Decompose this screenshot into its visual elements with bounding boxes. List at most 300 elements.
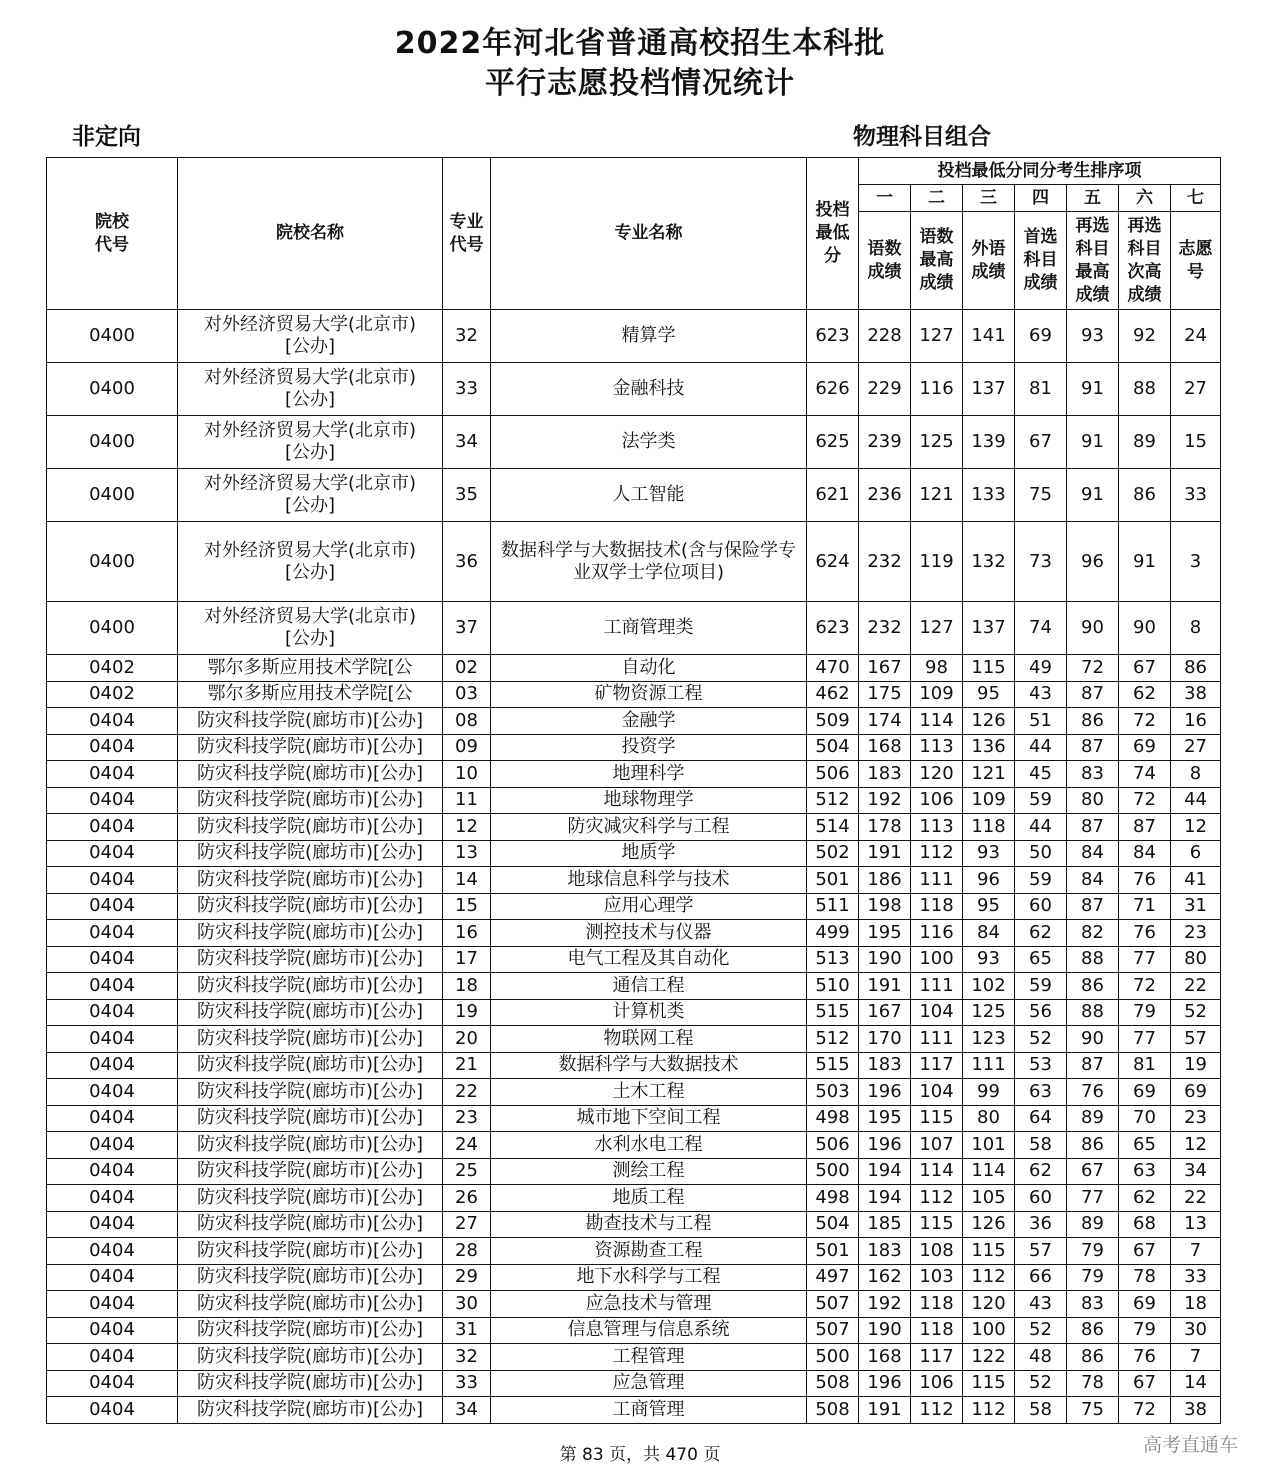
rank1-cell: 170 bbox=[859, 1026, 911, 1053]
min-score-cell: 506 bbox=[807, 761, 859, 788]
table-row bbox=[47, 1158, 1221, 1185]
major-name-cell: 投资学 bbox=[491, 734, 807, 761]
rank6-cell: 62 bbox=[1119, 1185, 1171, 1212]
rank7-cell: 27 bbox=[1171, 363, 1221, 416]
table-row bbox=[47, 1105, 1221, 1132]
rank4-cell: 66 bbox=[1015, 1264, 1067, 1291]
table-row bbox=[47, 867, 1221, 894]
rank6-cell: 69 bbox=[1119, 1291, 1171, 1318]
table-row bbox=[47, 1291, 1221, 1318]
rank5-cell: 86 bbox=[1067, 973, 1119, 1000]
rank7-cell: 69 bbox=[1171, 1079, 1221, 1106]
rank2-cell: 108 bbox=[911, 1238, 963, 1265]
rank7-cell: 38 bbox=[1171, 1397, 1221, 1424]
rank1-cell: 196 bbox=[859, 1132, 911, 1159]
header-rank-item: 再选科目最高成绩 bbox=[1067, 212, 1119, 310]
min-score-cell: 514 bbox=[807, 814, 859, 841]
rank1-cell: 190 bbox=[859, 1317, 911, 1344]
rank7-cell: 34 bbox=[1171, 1158, 1221, 1185]
min-score-cell: 623 bbox=[807, 602, 859, 655]
school-name-cell: 防灾科技学院(廊坊市)[公办] bbox=[178, 1370, 443, 1397]
header-rank-item: 再选科目次高成绩 bbox=[1119, 212, 1171, 310]
school-code-cell: 0404 bbox=[47, 1105, 178, 1132]
school-code-cell: 0404 bbox=[47, 1291, 178, 1318]
rank4-cell: 60 bbox=[1015, 1185, 1067, 1212]
major-code-cell: 22 bbox=[443, 1079, 491, 1106]
rank1-cell: 195 bbox=[859, 920, 911, 947]
header-min-score: 投档最低分 bbox=[807, 158, 859, 310]
rank6-cell: 88 bbox=[1119, 363, 1171, 416]
school-name-cell: 对外经济贸易大学(北京市)[公办] bbox=[178, 522, 443, 602]
rank5-cell: 89 bbox=[1067, 1211, 1119, 1238]
school-name-cell: 对外经济贸易大学(北京市)[公办] bbox=[178, 602, 443, 655]
table-row bbox=[47, 681, 1221, 708]
major-name-cell: 水利水电工程 bbox=[491, 1132, 807, 1159]
school-code-cell: 0404 bbox=[47, 1317, 178, 1344]
rank2-cell: 106 bbox=[911, 787, 963, 814]
rank3-cell: 115 bbox=[963, 1238, 1015, 1265]
rank3-cell: 136 bbox=[963, 734, 1015, 761]
rank4-cell: 45 bbox=[1015, 761, 1067, 788]
rank5-cell: 87 bbox=[1067, 814, 1119, 841]
major-code-cell: 20 bbox=[443, 1026, 491, 1053]
school-code-cell: 0404 bbox=[47, 1052, 178, 1079]
rank2-cell: 119 bbox=[911, 522, 963, 602]
rank1-cell: 167 bbox=[859, 655, 911, 682]
major-name-cell: 工程管理 bbox=[491, 1344, 807, 1371]
rank2-cell: 114 bbox=[911, 1158, 963, 1185]
rank3-cell: 120 bbox=[963, 1291, 1015, 1318]
rank6-cell: 78 bbox=[1119, 1264, 1171, 1291]
rank7-cell: 12 bbox=[1171, 1132, 1221, 1159]
major-code-cell: 25 bbox=[443, 1158, 491, 1185]
school-code-cell: 0404 bbox=[47, 1264, 178, 1291]
rank6-cell: 69 bbox=[1119, 1079, 1171, 1106]
table-row bbox=[47, 893, 1221, 920]
rank2-cell: 118 bbox=[911, 893, 963, 920]
rank1-cell: 185 bbox=[859, 1211, 911, 1238]
rank4-cell: 59 bbox=[1015, 867, 1067, 894]
rank2-cell: 112 bbox=[911, 1397, 963, 1424]
page-footer: 第 83 页，共 470 页 bbox=[559, 1445, 721, 1465]
rank5-cell: 87 bbox=[1067, 1052, 1119, 1079]
rank1-cell: 239 bbox=[859, 416, 911, 469]
rank1-cell: 195 bbox=[859, 1105, 911, 1132]
rank3-cell: 121 bbox=[963, 761, 1015, 788]
header-rank-number: 一 bbox=[859, 185, 911, 212]
rank1-cell: 183 bbox=[859, 1238, 911, 1265]
rank5-cell: 86 bbox=[1067, 1317, 1119, 1344]
rank7-cell: 33 bbox=[1171, 1264, 1221, 1291]
header-rank-number: 二 bbox=[911, 185, 963, 212]
major-name-cell: 人工智能 bbox=[491, 469, 807, 522]
rank6-cell: 81 bbox=[1119, 1052, 1171, 1079]
document-title-line2: 平行志愿投档情况统计 bbox=[485, 66, 795, 101]
table-row bbox=[47, 416, 1221, 469]
major-name-cell: 电气工程及其自动化 bbox=[491, 946, 807, 973]
min-score-cell: 501 bbox=[807, 1238, 859, 1265]
rank3-cell: 109 bbox=[963, 787, 1015, 814]
rank3-cell: 139 bbox=[963, 416, 1015, 469]
major-code-cell: 31 bbox=[443, 1317, 491, 1344]
school-name-cell: 防灾科技学院(廊坊市)[公办] bbox=[178, 1264, 443, 1291]
major-code-cell: 12 bbox=[443, 814, 491, 841]
rank5-cell: 86 bbox=[1067, 1132, 1119, 1159]
school-name-cell: 鄂尔多斯应用技术学院[公 bbox=[178, 681, 443, 708]
min-score-cell: 498 bbox=[807, 1105, 859, 1132]
school-name-cell: 防灾科技学院(廊坊市)[公办] bbox=[178, 1211, 443, 1238]
school-code-cell: 0404 bbox=[47, 1370, 178, 1397]
school-name-cell: 防灾科技学院(廊坊市)[公办] bbox=[178, 1158, 443, 1185]
rank6-cell: 67 bbox=[1119, 1370, 1171, 1397]
header-rank-number: 五 bbox=[1067, 185, 1119, 212]
rank4-cell: 53 bbox=[1015, 1052, 1067, 1079]
rank4-cell: 62 bbox=[1015, 1158, 1067, 1185]
school-name-cell: 防灾科技学院(廊坊市)[公办] bbox=[178, 787, 443, 814]
header-rank-item: 志愿号 bbox=[1171, 212, 1221, 310]
major-code-cell: 32 bbox=[443, 310, 491, 363]
rank2-cell: 103 bbox=[911, 1264, 963, 1291]
school-name-cell: 防灾科技学院(廊坊市)[公办] bbox=[178, 734, 443, 761]
rank4-cell: 64 bbox=[1015, 1105, 1067, 1132]
major-code-cell: 26 bbox=[443, 1185, 491, 1212]
major-code-cell: 33 bbox=[443, 363, 491, 416]
rank4-cell: 59 bbox=[1015, 787, 1067, 814]
rank1-cell: 229 bbox=[859, 363, 911, 416]
rank3-cell: 115 bbox=[963, 1370, 1015, 1397]
table-row bbox=[47, 999, 1221, 1026]
table-row bbox=[47, 734, 1221, 761]
rank2-cell: 113 bbox=[911, 814, 963, 841]
rank3-cell: 141 bbox=[963, 310, 1015, 363]
table-row bbox=[47, 1185, 1221, 1212]
rank5-cell: 88 bbox=[1067, 946, 1119, 973]
major-name-cell: 防灾减灾科学与工程 bbox=[491, 814, 807, 841]
min-score-cell: 512 bbox=[807, 787, 859, 814]
major-name-cell: 自动化 bbox=[491, 655, 807, 682]
rank2-cell: 100 bbox=[911, 946, 963, 973]
major-code-cell: 34 bbox=[443, 1397, 491, 1424]
rank6-cell: 77 bbox=[1119, 1026, 1171, 1053]
header-school-name: 院校名称 bbox=[178, 158, 443, 310]
rank4-cell: 43 bbox=[1015, 1291, 1067, 1318]
table-row bbox=[47, 522, 1221, 602]
rank5-cell: 87 bbox=[1067, 893, 1119, 920]
min-score-cell: 507 bbox=[807, 1291, 859, 1318]
table-row bbox=[47, 602, 1221, 655]
rank3-cell: 105 bbox=[963, 1185, 1015, 1212]
rank5-cell: 87 bbox=[1067, 681, 1119, 708]
table-row bbox=[47, 973, 1221, 1000]
major-code-cell: 16 bbox=[443, 920, 491, 947]
major-code-cell: 13 bbox=[443, 840, 491, 867]
rank1-cell: 168 bbox=[859, 734, 911, 761]
table-row bbox=[47, 1344, 1221, 1371]
table-row bbox=[47, 1026, 1221, 1053]
major-name-cell: 信息管理与信息系统 bbox=[491, 1317, 807, 1344]
rank4-cell: 52 bbox=[1015, 1370, 1067, 1397]
rank4-cell: 75 bbox=[1015, 469, 1067, 522]
rank5-cell: 89 bbox=[1067, 1105, 1119, 1132]
school-code-cell: 0404 bbox=[47, 1079, 178, 1106]
min-score-cell: 513 bbox=[807, 946, 859, 973]
rank6-cell: 79 bbox=[1119, 999, 1171, 1026]
rank3-cell: 100 bbox=[963, 1317, 1015, 1344]
rank1-cell: 191 bbox=[859, 973, 911, 1000]
major-code-cell: 14 bbox=[443, 867, 491, 894]
rank5-cell: 91 bbox=[1067, 416, 1119, 469]
min-score-cell: 509 bbox=[807, 708, 859, 735]
rank5-cell: 86 bbox=[1067, 708, 1119, 735]
rank5-cell: 75 bbox=[1067, 1397, 1119, 1424]
rank7-cell: 23 bbox=[1171, 1105, 1221, 1132]
school-code-cell: 0404 bbox=[47, 1132, 178, 1159]
major-code-cell: 32 bbox=[443, 1344, 491, 1371]
rank5-cell: 67 bbox=[1067, 1158, 1119, 1185]
rank1-cell: 194 bbox=[859, 1158, 911, 1185]
rank4-cell: 58 bbox=[1015, 1397, 1067, 1424]
school-name-cell: 对外经济贸易大学(北京市)[公办] bbox=[178, 416, 443, 469]
rank1-cell: 196 bbox=[859, 1079, 911, 1106]
header-rank-number: 三 bbox=[963, 185, 1015, 212]
major-name-cell: 工商管理 bbox=[491, 1397, 807, 1424]
table-row bbox=[47, 1370, 1221, 1397]
rank5-cell: 90 bbox=[1067, 1026, 1119, 1053]
school-code-cell: 0402 bbox=[47, 681, 178, 708]
rank6-cell: 67 bbox=[1119, 1238, 1171, 1265]
major-name-cell: 城市地下空间工程 bbox=[491, 1105, 807, 1132]
major-name-cell: 地理科学 bbox=[491, 761, 807, 788]
rank4-cell: 67 bbox=[1015, 416, 1067, 469]
document-title-line1: 2022年河北省普通高校招生本科批 bbox=[394, 26, 886, 61]
min-score-cell: 499 bbox=[807, 920, 859, 947]
rank7-cell: 27 bbox=[1171, 734, 1221, 761]
rank2-cell: 118 bbox=[911, 1291, 963, 1318]
major-code-cell: 10 bbox=[443, 761, 491, 788]
table-row bbox=[47, 1211, 1221, 1238]
rank3-cell: 111 bbox=[963, 1052, 1015, 1079]
major-name-cell: 工商管理类 bbox=[491, 602, 807, 655]
header-rank-number: 六 bbox=[1119, 185, 1171, 212]
rank2-cell: 112 bbox=[911, 1185, 963, 1212]
rank5-cell: 83 bbox=[1067, 761, 1119, 788]
major-name-cell: 地质学 bbox=[491, 840, 807, 867]
school-code-cell: 0404 bbox=[47, 1397, 178, 1424]
rank5-cell: 86 bbox=[1067, 1344, 1119, 1371]
rank1-cell: 190 bbox=[859, 946, 911, 973]
rank7-cell: 8 bbox=[1171, 602, 1221, 655]
rank6-cell: 65 bbox=[1119, 1132, 1171, 1159]
rank5-cell: 82 bbox=[1067, 920, 1119, 947]
rank7-cell: 18 bbox=[1171, 1291, 1221, 1318]
major-name-cell: 通信工程 bbox=[491, 973, 807, 1000]
school-code-cell: 0404 bbox=[47, 893, 178, 920]
major-code-cell: 33 bbox=[443, 1370, 491, 1397]
major-code-cell: 28 bbox=[443, 1238, 491, 1265]
rank3-cell: 137 bbox=[963, 363, 1015, 416]
rank3-cell: 112 bbox=[963, 1264, 1015, 1291]
rank3-cell: 137 bbox=[963, 602, 1015, 655]
school-code-cell: 0404 bbox=[47, 973, 178, 1000]
rank3-cell: 99 bbox=[963, 1079, 1015, 1106]
rank2-cell: 127 bbox=[911, 602, 963, 655]
school-name-cell: 防灾科技学院(廊坊市)[公办] bbox=[178, 867, 443, 894]
rank6-cell: 77 bbox=[1119, 946, 1171, 973]
school-code-cell: 0404 bbox=[47, 1238, 178, 1265]
school-code-cell: 0400 bbox=[47, 363, 178, 416]
table-row bbox=[47, 1264, 1221, 1291]
rank4-cell: 65 bbox=[1015, 946, 1067, 973]
rank2-cell: 117 bbox=[911, 1052, 963, 1079]
major-code-cell: 35 bbox=[443, 469, 491, 522]
rank4-cell: 62 bbox=[1015, 920, 1067, 947]
major-code-cell: 23 bbox=[443, 1105, 491, 1132]
rank7-cell: 3 bbox=[1171, 522, 1221, 602]
rank5-cell: 77 bbox=[1067, 1185, 1119, 1212]
rank6-cell: 91 bbox=[1119, 522, 1171, 602]
rank1-cell: 186 bbox=[859, 867, 911, 894]
min-score-cell: 501 bbox=[807, 867, 859, 894]
min-score-cell: 510 bbox=[807, 973, 859, 1000]
rank2-cell: 104 bbox=[911, 999, 963, 1026]
min-score-cell: 624 bbox=[807, 522, 859, 602]
major-code-cell: 21 bbox=[443, 1052, 491, 1079]
table-row bbox=[47, 1132, 1221, 1159]
min-score-cell: 497 bbox=[807, 1264, 859, 1291]
school-name-cell: 对外经济贸易大学(北京市)[公办] bbox=[178, 469, 443, 522]
major-code-cell: 15 bbox=[443, 893, 491, 920]
rank7-cell: 7 bbox=[1171, 1344, 1221, 1371]
rank6-cell: 71 bbox=[1119, 893, 1171, 920]
rank1-cell: 178 bbox=[859, 814, 911, 841]
rank6-cell: 70 bbox=[1119, 1105, 1171, 1132]
rank3-cell: 123 bbox=[963, 1026, 1015, 1053]
major-name-cell: 应急技术与管理 bbox=[491, 1291, 807, 1318]
rank3-cell: 95 bbox=[963, 681, 1015, 708]
major-code-cell: 19 bbox=[443, 999, 491, 1026]
rank4-cell: 58 bbox=[1015, 1132, 1067, 1159]
rank6-cell: 69 bbox=[1119, 734, 1171, 761]
rank7-cell: 16 bbox=[1171, 708, 1221, 735]
school-name-cell: 防灾科技学院(廊坊市)[公办] bbox=[178, 1238, 443, 1265]
rank6-cell: 62 bbox=[1119, 681, 1171, 708]
school-name-cell: 防灾科技学院(廊坊市)[公办] bbox=[178, 946, 443, 973]
major-name-cell: 计算机类 bbox=[491, 999, 807, 1026]
rank5-cell: 80 bbox=[1067, 787, 1119, 814]
rank6-cell: 63 bbox=[1119, 1158, 1171, 1185]
min-score-cell: 621 bbox=[807, 469, 859, 522]
rank5-cell: 90 bbox=[1067, 602, 1119, 655]
school-code-cell: 0404 bbox=[47, 867, 178, 894]
min-score-cell: 462 bbox=[807, 681, 859, 708]
rank2-cell: 98 bbox=[911, 655, 963, 682]
major-name-cell: 应用心理学 bbox=[491, 893, 807, 920]
school-code-cell: 0404 bbox=[47, 814, 178, 841]
school-name-cell: 防灾科技学院(廊坊市)[公办] bbox=[178, 1291, 443, 1318]
rank1-cell: 194 bbox=[859, 1185, 911, 1212]
rank7-cell: 41 bbox=[1171, 867, 1221, 894]
school-code-cell: 0404 bbox=[47, 761, 178, 788]
rank2-cell: 118 bbox=[911, 1317, 963, 1344]
rank4-cell: 36 bbox=[1015, 1211, 1067, 1238]
header-rank-number: 四 bbox=[1015, 185, 1067, 212]
school-name-cell: 防灾科技学院(廊坊市)[公办] bbox=[178, 893, 443, 920]
school-name-cell: 防灾科技学院(廊坊市)[公办] bbox=[178, 1317, 443, 1344]
min-score-cell: 503 bbox=[807, 1079, 859, 1106]
major-name-cell: 法学类 bbox=[491, 416, 807, 469]
rank1-cell: 196 bbox=[859, 1370, 911, 1397]
rank6-cell: 76 bbox=[1119, 920, 1171, 947]
rank3-cell: 115 bbox=[963, 655, 1015, 682]
rank6-cell: 79 bbox=[1119, 1317, 1171, 1344]
school-name-cell: 防灾科技学院(廊坊市)[公办] bbox=[178, 920, 443, 947]
rank1-cell: 192 bbox=[859, 787, 911, 814]
rank5-cell: 79 bbox=[1067, 1238, 1119, 1265]
major-code-cell: 09 bbox=[443, 734, 491, 761]
school-name-cell: 防灾科技学院(廊坊市)[公办] bbox=[178, 1185, 443, 1212]
major-code-cell: 08 bbox=[443, 708, 491, 735]
rank4-cell: 56 bbox=[1015, 999, 1067, 1026]
rank7-cell: 30 bbox=[1171, 1317, 1221, 1344]
rank2-cell: 114 bbox=[911, 708, 963, 735]
rank3-cell: 118 bbox=[963, 814, 1015, 841]
rank3-cell: 84 bbox=[963, 920, 1015, 947]
rank2-cell: 111 bbox=[911, 867, 963, 894]
min-score-cell: 502 bbox=[807, 840, 859, 867]
rank1-cell: 168 bbox=[859, 1344, 911, 1371]
rank5-cell: 72 bbox=[1067, 655, 1119, 682]
major-name-cell: 测控技术与仪器 bbox=[491, 920, 807, 947]
major-code-cell: 02 bbox=[443, 655, 491, 682]
rank5-cell: 83 bbox=[1067, 1291, 1119, 1318]
rank4-cell: 69 bbox=[1015, 310, 1067, 363]
rank5-cell: 79 bbox=[1067, 1264, 1119, 1291]
school-code-cell: 0404 bbox=[47, 946, 178, 973]
major-name-cell: 金融学 bbox=[491, 708, 807, 735]
rank1-cell: 191 bbox=[859, 1397, 911, 1424]
rank7-cell: 22 bbox=[1171, 973, 1221, 1000]
rank3-cell: 114 bbox=[963, 1158, 1015, 1185]
rank2-cell: 111 bbox=[911, 1026, 963, 1053]
category-label: 非定向 bbox=[72, 124, 141, 150]
table-row bbox=[47, 761, 1221, 788]
rank3-cell: 133 bbox=[963, 469, 1015, 522]
table-row bbox=[47, 1079, 1221, 1106]
school-code-cell: 0404 bbox=[47, 708, 178, 735]
rank3-cell: 102 bbox=[963, 973, 1015, 1000]
rank1-cell: 198 bbox=[859, 893, 911, 920]
rank1-cell: 192 bbox=[859, 1291, 911, 1318]
min-score-cell: 515 bbox=[807, 999, 859, 1026]
min-score-cell: 504 bbox=[807, 734, 859, 761]
rank7-cell: 44 bbox=[1171, 787, 1221, 814]
rank3-cell: 132 bbox=[963, 522, 1015, 602]
major-code-cell: 37 bbox=[443, 602, 491, 655]
rank2-cell: 111 bbox=[911, 973, 963, 1000]
major-code-cell: 34 bbox=[443, 416, 491, 469]
rank7-cell: 33 bbox=[1171, 469, 1221, 522]
watermark: 高考直通车 bbox=[1143, 1434, 1239, 1456]
table-row bbox=[47, 946, 1221, 973]
rank5-cell: 88 bbox=[1067, 999, 1119, 1026]
rank3-cell: 101 bbox=[963, 1132, 1015, 1159]
min-score-cell: 512 bbox=[807, 1026, 859, 1053]
school-code-cell: 0404 bbox=[47, 1158, 178, 1185]
rank3-cell: 122 bbox=[963, 1344, 1015, 1371]
rank1-cell: 183 bbox=[859, 1052, 911, 1079]
header-rank-item: 外语成绩 bbox=[963, 212, 1015, 310]
rank4-cell: 52 bbox=[1015, 1317, 1067, 1344]
